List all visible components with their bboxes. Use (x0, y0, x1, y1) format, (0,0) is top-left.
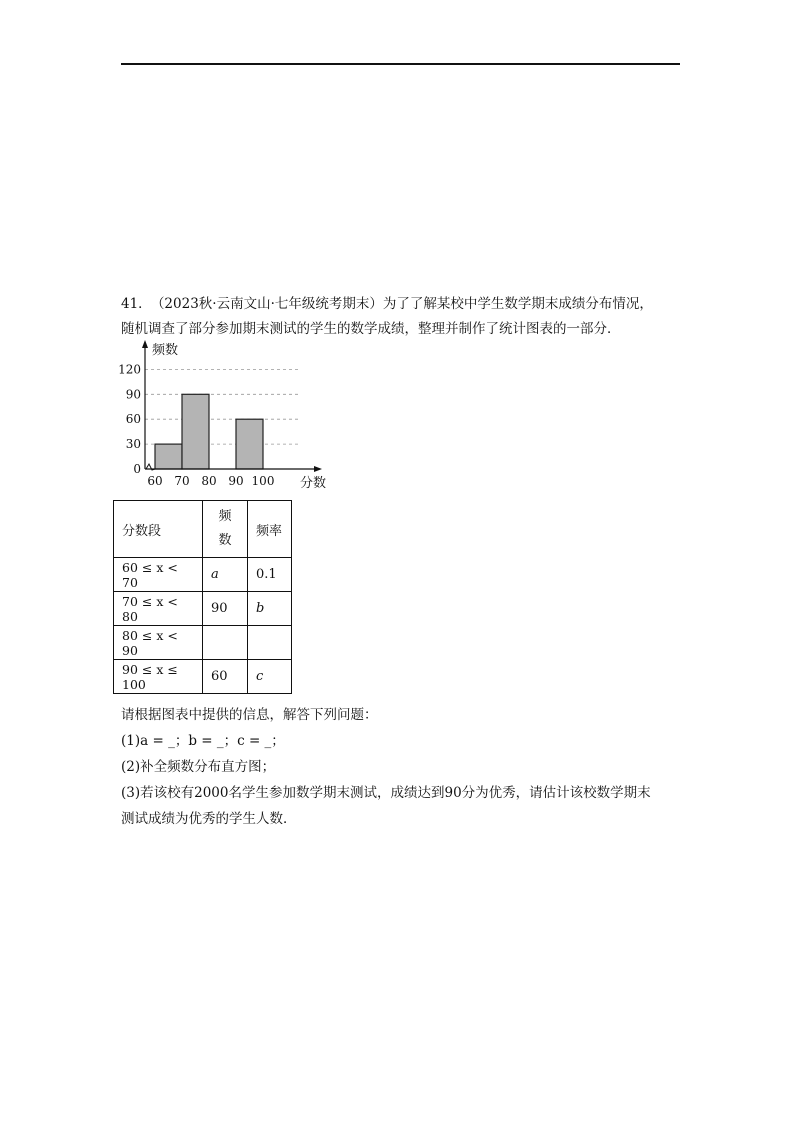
row-range: 60 ≤ x < 70 (114, 558, 203, 592)
x-tick-label: 70 (174, 474, 190, 488)
part-1: (1)a = _；b = _；c = _； (121, 733, 285, 749)
x-axis-title: 分数 (300, 476, 327, 491)
table-row (114, 660, 292, 694)
y-axis-arrow (142, 340, 148, 348)
y-tick-label: 30 (125, 437, 141, 452)
x-tick-label: 100 (251, 474, 275, 488)
y-tick-label: 90 (125, 387, 141, 402)
row-range: 90 ≤ x ≤ 100 (114, 660, 203, 694)
table-header-row (114, 501, 292, 558)
row-frequency: 90 (203, 592, 248, 626)
header-frequency: 频 数 (203, 501, 248, 558)
histogram-bar (236, 419, 263, 469)
x-tick-label: 60 (147, 474, 163, 488)
prompt-text: 请根据图表中提供的信息，解答下列问题： (121, 707, 378, 723)
y-tick-label: 0 (133, 462, 141, 476)
chart-bars (155, 394, 263, 469)
x-tick-label: 90 (228, 474, 244, 488)
question-source: （2023秋·云南文山·七年级统考期末） (157, 296, 383, 312)
chart-grid (145, 369, 300, 444)
row-rate: 0.1 (248, 558, 292, 592)
x-axis-arrow (314, 466, 322, 472)
table-row (114, 592, 292, 626)
table-row (114, 558, 292, 592)
question-number: 41． (121, 296, 152, 312)
y-tick-label: 120 (118, 362, 141, 377)
question-line2: 随机调查了部分参加期末测试的学生的数学成绩，整理并制作了统计图表的一部分． (121, 321, 621, 337)
y-axis-title: 频数 (152, 343, 179, 358)
part-2: (2)补全频数分布直方图； (121, 759, 276, 775)
table-row (114, 626, 292, 660)
row-frequency (203, 626, 248, 660)
part-3: (3)若该校有2000名学生参加数学期末测试，成绩达到90分为优秀，请估计该校数学期末 (121, 785, 651, 801)
histogram-chart (118, 338, 333, 493)
question-line1: 为了了解某校中学生数学期末成绩分布情况， (382, 296, 653, 312)
part-3-continued: 测试成绩为优秀的学生人数． (121, 811, 297, 827)
row-rate: b (248, 592, 292, 626)
row-range: 80 ≤ x < 90 (114, 626, 203, 660)
histogram-bar (182, 394, 209, 469)
row-range: 70 ≤ x < 80 (114, 592, 203, 626)
row-frequency: a (203, 558, 248, 592)
row-rate (248, 626, 292, 660)
question-text (121, 292, 681, 342)
row-frequency: 60 (203, 660, 248, 694)
header-rate: 频率 (248, 501, 292, 558)
header-rule (121, 63, 680, 65)
questions-section (121, 702, 681, 832)
row-rate: c (248, 660, 292, 694)
header-range: 分数段 (114, 501, 203, 558)
y-tick-label: 60 (125, 412, 141, 427)
x-tick-label: 80 (201, 474, 217, 488)
histogram-bar (155, 444, 182, 469)
frequency-table (113, 500, 292, 694)
